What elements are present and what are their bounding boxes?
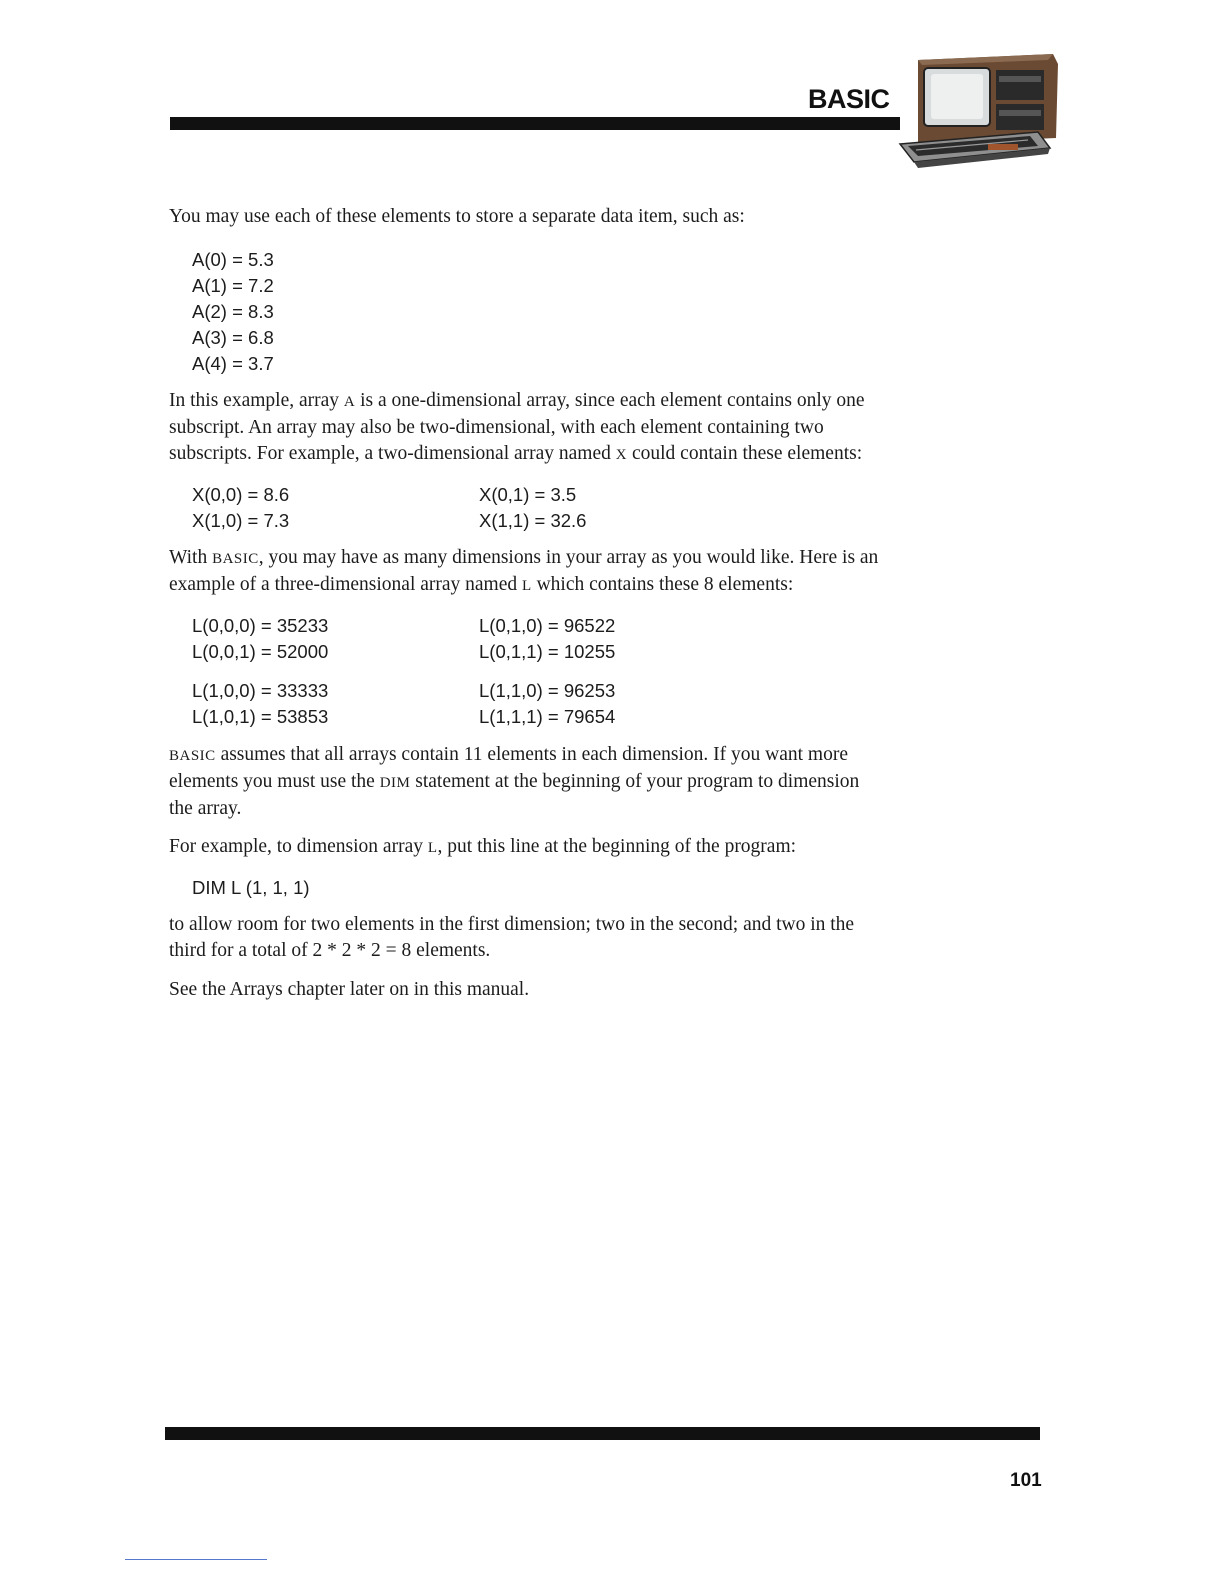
dim-paragraph: BASIC assumes that all arrays contain 11 elements in each dimension. If you want more elements you must use the DIM statement at the beginning of your program to dimension the array. — [169, 744, 860, 819]
example-cell: L(0,0,0) = 35233 — [192, 615, 329, 636]
example-cell: X(0,1) = 3.5 — [479, 484, 577, 505]
example-paragraph: For example, to dimension array L, put this line at the beginning of the program: — [169, 836, 797, 857]
dim-statement-code — [169, 875, 879, 901]
page-number: 101 — [1010, 1470, 1042, 1491]
computer-illustration — [888, 52, 1060, 172]
see-also-paragraph: See the Arrays chapter later on in this manual. — [169, 979, 530, 1000]
three-dim-example-grid-2 — [169, 678, 879, 730]
example-line: A(3) = 6.8 — [192, 327, 274, 348]
example-cell: X(1,1) = 32.6 — [479, 510, 587, 531]
example-cell: L(1,0,1) = 53853 — [192, 706, 329, 727]
example-cell: L(0,1,0) = 96522 — [479, 615, 616, 636]
example-cell: L(1,1,1) = 79654 — [479, 706, 616, 727]
example-cell: X(1,0) = 7.3 — [192, 510, 290, 531]
one-dim-example-list — [169, 247, 879, 377]
three-dim-paragraph: With BASIC, you may have as many dimensions in your array as you would like. Here is an example of a three-dimensional array named L which contains these 8 elements: — [169, 547, 879, 595]
total-paragraph: to allow room for two elements in the first dimension; two in the second; and two in the third for a total of 2 * 2 * 2 = 8 elements. — [169, 914, 855, 961]
example-line: A(0) = 5.3 — [192, 249, 274, 270]
example-cell: L(0,1,1) = 10255 — [479, 641, 616, 662]
two-dim-example-grid — [169, 482, 879, 534]
example-cell: L(1,0,0) = 33333 — [192, 680, 329, 701]
page-body — [169, 204, 879, 1003]
intro-paragraph: You may use each of these elements to store a separate data item, such as: — [169, 206, 745, 227]
example-cell: L(0,0,1) = 52000 — [192, 641, 329, 662]
scan-edge-line — [125, 1559, 267, 1560]
example-line: A(2) = 8.3 — [192, 301, 274, 322]
section-title: BASIC — [808, 84, 890, 114]
example-cell: X(0,0) = 8.6 — [192, 484, 290, 505]
dim-statement: DIM L (1, 1, 1) — [192, 877, 310, 898]
example-line: A(1) = 7.2 — [192, 275, 274, 296]
example-cell: L(1,1,0) = 96253 — [479, 680, 616, 701]
three-dim-example-grid-1 — [169, 613, 879, 665]
header-rule — [170, 117, 900, 130]
example-line: A(4) = 3.7 — [192, 353, 274, 374]
footer-rule — [165, 1427, 1040, 1440]
two-dim-paragraph: In this example, array A is a one-dimensional array, since each element contains only one subscript. An array may also be two-dimensional, with each element containing two subscripts. For example, a two-dimensional array named X could contain these elements: — [169, 390, 865, 464]
